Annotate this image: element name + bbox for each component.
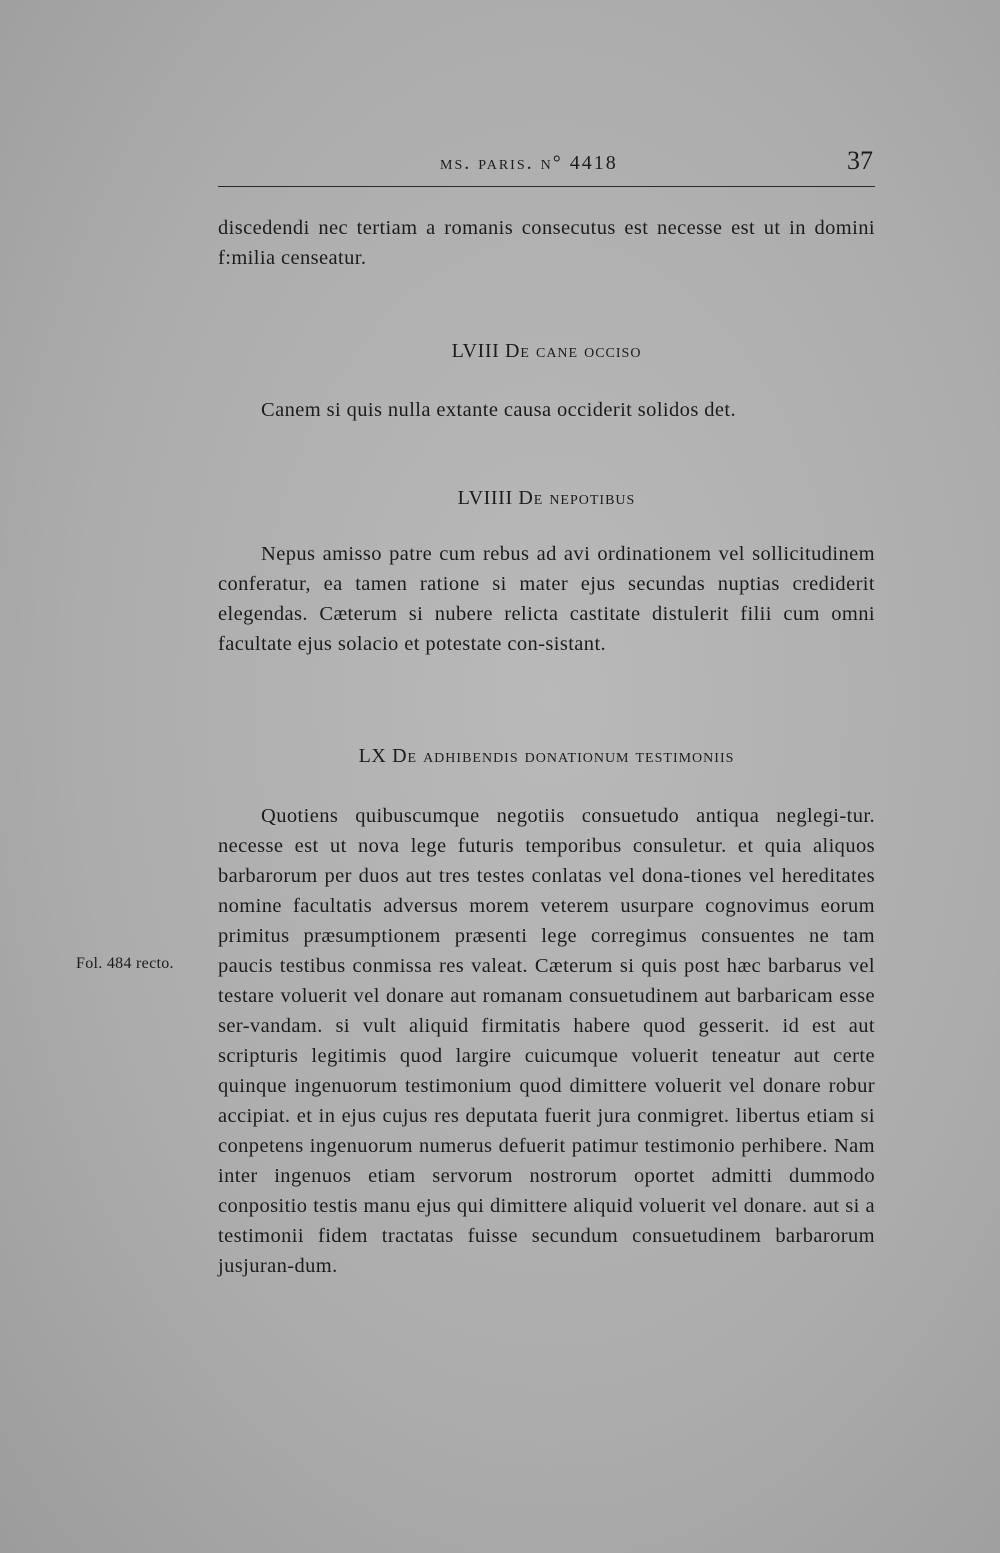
running-title: ms. paris. n° 4418 [440,152,618,174]
section-heading-lviiii [218,487,875,510]
section-body-lviii: Canem si quis nulla extante causa occiderit solidos det. [261,399,736,421]
section-body-lviiii: Nepus amisso patre cum rebus ad avi ordinationem vel sollicitudinem conferatur, ea tamen ratione si mater ejus secundas nuptias crediderit elegendas. Cæterum si nubere relicta castitate distulerit filii cum omni facultate ejus solacio et potestate con-sistant. [218,543,875,655]
section-heading-lx [218,745,875,768]
page-number: 37 [847,146,873,175]
section-body-lx: Quotiens quibuscumque negotiis consuetudo antiqua neglegi-tur. necesse est ut nova lege futuris temporibus consuletur. et quia aliquos barbarorum per duos aut tres testes conlatas vel dona-tiones vel hereditates nomine facultatis adversus morem veterem usurpare cognovimus eorum primitus præsumptionem præsenti lege corregimus consuentes ne tam paucis testibus conmissa res valeat. Cæterum si quis post hæc barbarus vel testare voluerit vel donare aut romanam consuetudinem aut barbaricam esse ser-vandam. si vult aliquid firmitatis habere quod gesserit. id est aut scripturis legitimis quod largire cuicumque voluerit teneatur aut certe quinque ingenuorum testimonium quod dimittere voluerit vel donare robur accipiat. et in ejus cujus res deputata fuerit jura conmigret. libertus etiam si conpetens ingenuorum numerus defuerit patimur testimonio perhibere. Nam inter ingenuos etiam servorum nostrorum oportet admitti dummodo conpositio testis manu ejus qui dimittere aliquid voluerit vel donare. aut si a testimonii fidem tractatas fuisse secundum consuetudinem barbarorum jusjuran-dum. [218,805,875,1277]
carry-over-paragraph: discedendi nec tertiam a romanis consecutus est necesse est ut in domini f:milia censeatur. [218,217,875,269]
section-number: LVIII [451,340,500,362]
page-header [218,146,875,187]
section-title: De adhibendis donationum testimoniis [392,745,735,767]
folio-margin-note: Fol. 484 recto. [76,955,174,972]
section-heading-lviii [218,340,875,363]
section-title: De nepotibus [518,487,636,509]
section-number: LX [358,745,387,767]
section-title: De cane occiso [504,340,642,362]
section-number: LVIIII [457,487,513,509]
